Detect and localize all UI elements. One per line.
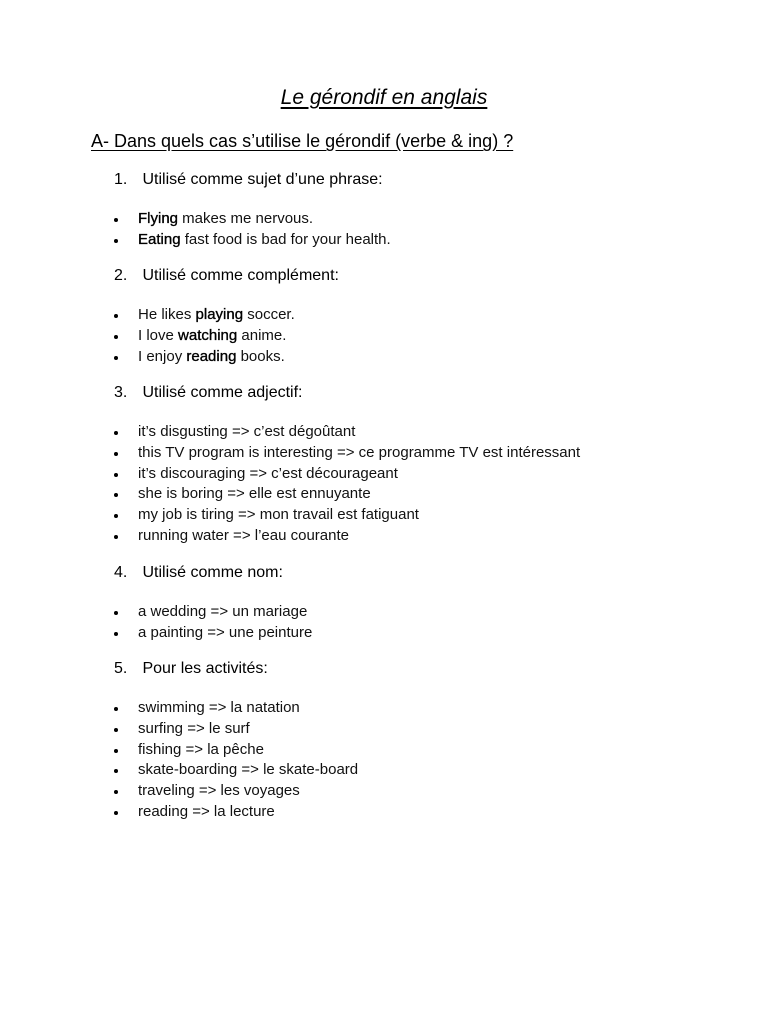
item-text: it’s disgusting => c’est dégoûtant	[138, 423, 356, 440]
bullet-list-3	[112, 422, 580, 547]
list-item	[112, 347, 295, 368]
item-text: fast food is bad for your health.	[180, 230, 391, 248]
bullet-list-1	[112, 209, 391, 251]
item-text: it’s discouraging => c’est décourageant	[138, 464, 398, 482]
subsection-number: 3.	[114, 384, 128, 401]
list-item	[112, 209, 391, 230]
bullet-icon	[114, 811, 118, 815]
bullet-icon	[114, 749, 118, 753]
gerund-word: watching	[178, 326, 238, 344]
gerund-word: playing	[195, 306, 244, 323]
item-text: surfing => le surf	[138, 719, 250, 737]
list-item	[112, 305, 295, 326]
subsection-number: 2.	[114, 267, 128, 284]
item-text: I enjoy	[138, 347, 187, 365]
bullet-icon	[114, 452, 118, 456]
bullet-icon	[114, 356, 118, 360]
subsection-title: Pour les activités:	[142, 660, 268, 677]
subsection-title: Utilisé comme sujet d’une phrase:	[142, 171, 383, 188]
bullet-icon	[114, 218, 118, 222]
item-text: running water => l’eau courante	[138, 526, 349, 544]
bullet-icon	[114, 335, 118, 339]
item-text: this TV program is interesting => ce programme TV est intéressant	[138, 443, 581, 461]
bullet-icon	[114, 239, 118, 243]
list-item	[112, 326, 295, 347]
list-item	[112, 781, 358, 802]
gerund-word: Flying	[138, 210, 179, 227]
subsection-title: Utilisé comme adjectif:	[142, 384, 303, 401]
subsection-title: Utilisé comme complément:	[142, 267, 339, 284]
item-text: swimming => la natation	[138, 699, 300, 716]
list-item	[112, 230, 391, 251]
bullet-icon	[114, 790, 118, 794]
list-item	[112, 760, 358, 781]
item-text: my job is tiring => mon travail est fatiguant	[138, 506, 419, 524]
bullet-icon	[114, 707, 118, 711]
list-item	[112, 464, 580, 485]
item-text: traveling => les voyages	[138, 782, 300, 800]
list-item	[112, 422, 580, 443]
bullet-list-2	[112, 305, 295, 367]
subsection-heading-4	[114, 564, 283, 582]
subsection-number: 1.	[114, 171, 128, 188]
item-text: reading => la lecture	[138, 802, 275, 820]
subsection-heading-1	[114, 171, 383, 189]
list-item	[112, 526, 580, 547]
item-text: skate-boarding => le skate-board	[138, 761, 359, 779]
bullet-icon	[114, 473, 118, 477]
item-text: He likes	[138, 306, 196, 323]
item-text: fishing => la pêche	[138, 740, 264, 758]
subsection-title: Utilisé comme nom:	[142, 564, 283, 581]
list-item	[112, 740, 358, 761]
bullet-icon	[114, 769, 118, 773]
item-text: a painting => une peinture	[138, 623, 313, 641]
item-text: soccer.	[243, 306, 295, 323]
list-item	[112, 484, 580, 505]
item-text: a wedding => un mariage	[138, 603, 308, 620]
bullet-icon	[114, 728, 118, 732]
item-text: I love	[138, 326, 179, 344]
bullet-icon	[114, 514, 118, 518]
bullet-list-5	[112, 698, 358, 823]
subsection-heading-3	[114, 384, 303, 402]
bullet-icon	[114, 632, 118, 636]
gerund-word: Eating	[138, 230, 181, 248]
bullet-list-4	[112, 602, 312, 644]
item-text: makes me nervous.	[178, 210, 314, 227]
list-item	[112, 719, 358, 740]
subsection-heading-5	[114, 660, 268, 678]
item-text: anime.	[237, 326, 287, 344]
section-heading: A- Dans quels cas s’utilise le gérondif (verbe & ing) ?	[91, 131, 514, 151]
list-item	[112, 802, 358, 823]
bullet-icon	[114, 535, 118, 539]
list-item	[112, 443, 580, 464]
bullet-icon	[114, 431, 118, 435]
gerund-word: reading	[186, 347, 237, 365]
subsection-number: 4.	[114, 564, 128, 581]
subsection-heading-2	[114, 267, 339, 285]
item-text: she is boring => elle est ennuyante	[138, 485, 371, 503]
bullet-icon	[114, 493, 118, 497]
list-item	[112, 623, 312, 644]
subsection-number: 5.	[114, 660, 128, 677]
bullet-icon	[114, 611, 118, 615]
item-text: books.	[236, 347, 285, 365]
document-title: Le gérondif en anglais	[280, 86, 488, 109]
list-item	[112, 602, 312, 623]
list-item	[112, 698, 358, 719]
bullet-icon	[114, 314, 118, 318]
list-item	[112, 505, 580, 526]
